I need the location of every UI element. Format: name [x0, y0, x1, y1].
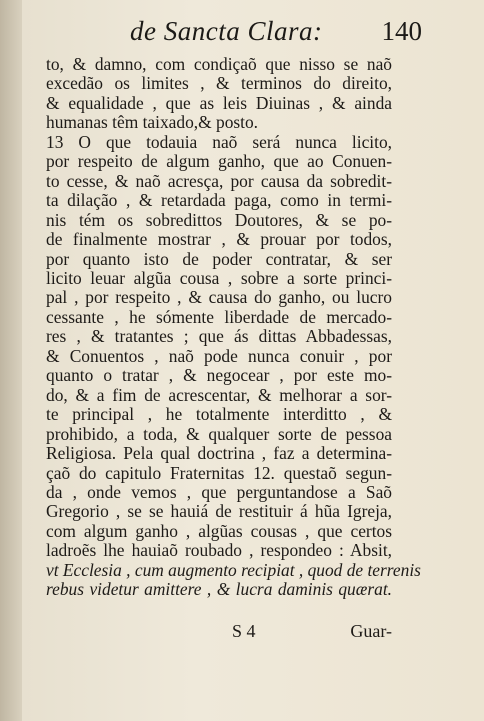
latin-quote-line: vt Ecclesia , cum augmento recipiat , quod de terrenis [46, 559, 421, 580]
text-line: da , onde vemos , que perguntandose a Saõ [46, 481, 392, 502]
running-head: de Sancta Clara: [130, 16, 323, 46]
text-line: quanto o tratar , & negocear , por este mo- [46, 365, 392, 386]
text-line: excedão os limites , & terminos do direito, [46, 73, 392, 94]
text-line: licito leuar algũa cousa , sobre a sorte princi- [46, 267, 392, 288]
text-line: nis tém os sobredittos Doutores, & se po- [46, 209, 392, 230]
text-line: to, & damno, com condiçaõ que nisso se naõ [46, 54, 392, 74]
text-line: çaõ do capitulo Fraternitas 12. questaõ segun- [46, 462, 392, 483]
body-text [46, 54, 421, 600]
catchword: Guar- [350, 621, 392, 641]
text-line: com algum ganho , algũas cousas , que certos [46, 520, 392, 541]
text-line: por respeito de algum ganho, que ao Conuen- [46, 151, 392, 172]
text-line: & equalidade , que as leis Diuinas , & ainda [46, 92, 392, 113]
text-line: res , & tratantes ; que ás dittas Abbadessas, [46, 326, 392, 347]
page-header [122, 14, 422, 48]
signature-mark: S 4 [232, 621, 256, 641]
text-line: Gregorio , se se hauiá de restituir á hũa Igreja, [46, 501, 392, 522]
text-line: pal , por respeito , & causa do ganho, ou lucro [46, 287, 392, 308]
text-line: humanas têm taixado,& posto. [46, 112, 259, 133]
page-gutter [0, 0, 22, 721]
text-line: & Conuentos , naõ pode nunca conuir , por [46, 345, 392, 366]
latin-quote-line: rebus videtur amittere , & lucra daminis quærat. [46, 579, 392, 600]
page-footer [46, 621, 392, 645]
text-line: do, & a fim de acrescentar, & melhorar a sor- [46, 384, 392, 405]
text-line: ladroẽs lhe hauiaõ roubado , respondeo : Absit, [46, 540, 392, 561]
text-line: Religiosa. Pela qual doctrina , faz a determina- [46, 443, 392, 464]
text-line: 13 O que todauia naõ será nunca licito, [46, 131, 392, 152]
page-number: 140 [381, 16, 422, 46]
text-line: prohibido, a toda, & qualquer sorte de pessoa [46, 423, 392, 444]
text-line: por quanto isto de poder contratar, & ser [46, 248, 392, 269]
text-line: ta dilação , & retardada paga, como in termi- [46, 190, 392, 211]
text-line: de finalmente mostrar , & prouar por todos, [46, 229, 392, 250]
text-line: te principal , he totalmente interditto , & [46, 404, 392, 425]
text-line: to cesse, & naõ acresça, por causa da sobredit- [46, 170, 392, 191]
text-line: cessante , he sómente liberdade de mercado- [46, 306, 392, 327]
